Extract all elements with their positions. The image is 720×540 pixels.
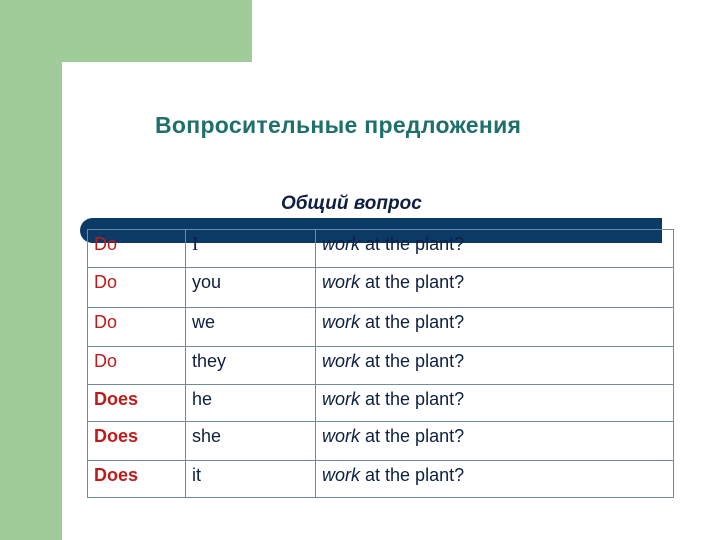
- pronoun-cell: he: [186, 385, 316, 422]
- verb-text: work: [322, 426, 361, 446]
- verb-text: work: [322, 272, 361, 292]
- slide-title: Вопросительные предложения: [155, 112, 522, 138]
- table-row: [88, 461, 674, 498]
- verb-text: work: [322, 351, 361, 371]
- pronoun-cell: they: [186, 347, 316, 385]
- pronoun-cell: it: [186, 461, 316, 498]
- aux-cell: Does: [88, 422, 186, 461]
- aux-cell: Do: [88, 347, 186, 385]
- aux-cell: Do: [88, 268, 186, 308]
- predicate-cell: [316, 268, 674, 308]
- table-row: [88, 230, 674, 268]
- table-row: [88, 308, 674, 347]
- aux-cell: Do: [88, 308, 186, 347]
- verb-text: work: [322, 389, 361, 409]
- predicate-cell: [316, 308, 674, 347]
- predicate-cell: [316, 347, 674, 385]
- pronoun-cell: I: [186, 230, 316, 268]
- predicate-cell: [316, 230, 674, 268]
- verb-text: work: [322, 234, 361, 254]
- aux-cell: Do: [88, 230, 186, 268]
- slide-subtitle: Общий вопрос: [281, 193, 422, 214]
- pronoun-cell: you: [186, 268, 316, 308]
- rest-text: at the plant?: [360, 272, 465, 292]
- predicate-cell: [316, 422, 674, 461]
- rest-text: at the plant?: [360, 465, 465, 485]
- table-row: [88, 347, 674, 385]
- verb-text: work: [322, 465, 361, 485]
- predicate-cell: [316, 385, 674, 422]
- rest-text: at the plant?: [360, 389, 465, 409]
- decor-green-side: [0, 0, 62, 540]
- aux-cell: Does: [88, 461, 186, 498]
- rest-text: at the plant?: [360, 312, 465, 332]
- pronoun-cell: we: [186, 308, 316, 347]
- table-row: [88, 268, 674, 308]
- pronoun-cell: she: [186, 422, 316, 461]
- aux-cell: Does: [88, 385, 186, 422]
- question-table: [87, 229, 674, 498]
- verb-text: work: [322, 312, 361, 332]
- predicate-cell: [316, 461, 674, 498]
- table-row: [88, 422, 674, 461]
- rest-text: at the plant?: [360, 426, 465, 446]
- rest-text: at the plant?: [360, 234, 465, 254]
- table-row: [88, 385, 674, 422]
- rest-text: at the plant?: [360, 351, 465, 371]
